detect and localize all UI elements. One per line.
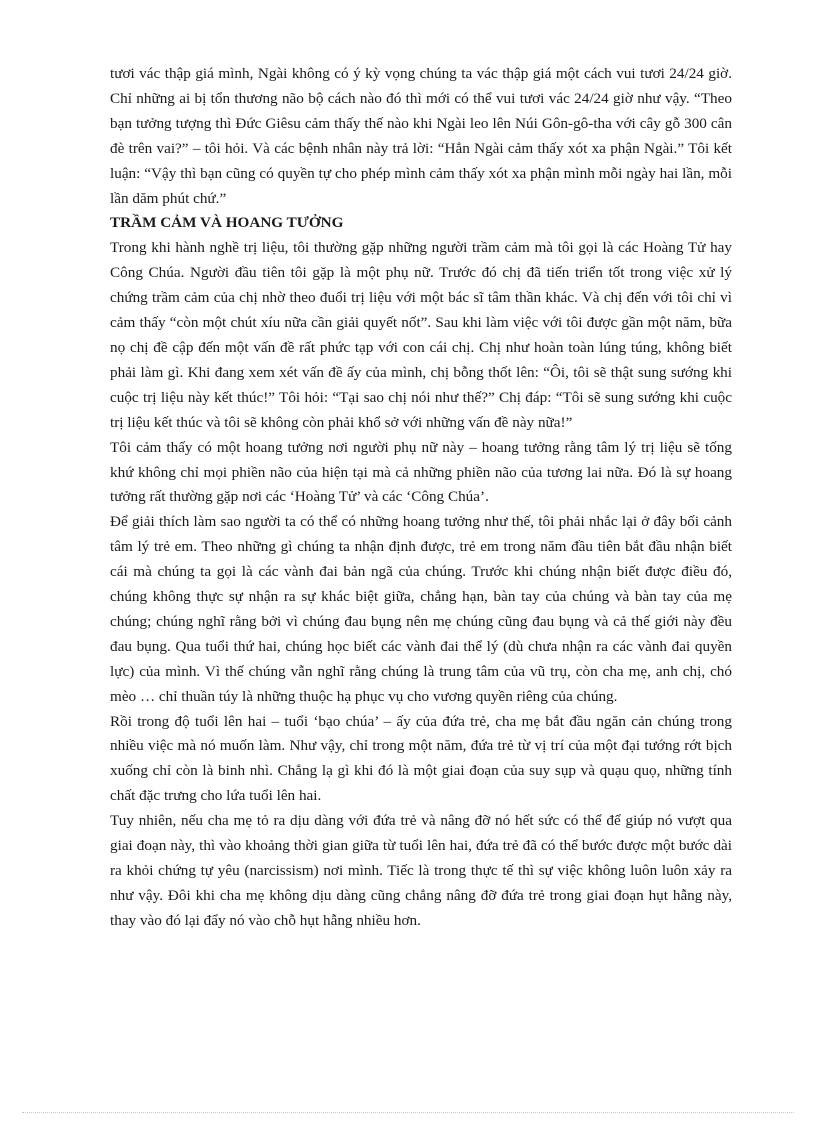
section-heading: TRẦM CẢM VÀ HOANG TƯỞNG xyxy=(110,214,344,232)
document-page xyxy=(110,62,732,934)
page-bottom-divider xyxy=(22,1112,794,1113)
paragraph-princess-story: Trong khi hành nghề trị liệu, tôi thường gặp những người trầm cảm mà tôi gọi là các Hoàng Tử hay Công Chúa. Người đầu tiên tôi gặp là một phụ nữ. Trước đó chị đã tiến triển tốt trong việc xử lý chứng trầm cảm của chị nhờ theo đuổi trị liệu với một bác sĩ tâm thần khác. Và chị đến với tôi chỉ vì cảm thấy “còn một chút xíu nữa cần giải quyết nốt”. Sau khi làm việc với tôi được gần một năm, bữa nọ chị đề cập đến một vấn đề rất phức tạp với con cái chị. Chị như hoàn toàn lúng túng, không biết phải làm gì. Khi đang xem xét vấn đề ấy của mình, chị bỗng thốt lên: “Ôi, tôi sẽ thật sung sướng khi cuộc trị liệu này kết thúc!” Tôi hỏi: “Tại sao chị nói như thế?” Chị đáp: “Tôi sẽ sung sướng khi cuộc trị liệu kết thúc và tôi sẽ không còn phải khổ sở với những vấn đề này nữa!” xyxy=(110,239,732,431)
paragraph-child-psychology: Để giải thích làm sao người ta có thể có những hoang tưởng như thế, tôi phải nhắc lại ở đây bối cảnh tâm lý trẻ em. Theo những gì chúng ta nhận định được, trẻ em trong năm đầu tiên bắt đầu nhận biết cái mà chúng ta gọi là các vành đai bản ngã của chúng. Trước khi chúng nhận biết được điều đó, chúng không thực sự nhận ra sự khác biệt giữa, chẳng hạn, bàn tay của chúng và bàn tay của mẹ chúng; chúng nghĩ rằng bởi vì chúng đau bụng nên mẹ chúng cũng đau bụng và cả thế giới này đều đau bụng. Qua tuổi thứ hai, chúng học biết các vành đai thể lý (dù chưa nhận ra các vành đai quyền lực) của mình. Vì thế chúng vẫn nghĩ rằng chúng là trung tâm của vũ trụ, còn cha mẹ, anh chị, chó mèo … chỉ thuần túy là những thuộc hạ phục vụ cho vương quyền riêng của chúng. xyxy=(110,513,732,705)
paragraph-fantasy: Tôi cảm thấy có một hoang tưởng nơi người phụ nữ này – hoang tưởng rằng tâm lý trị liệu sẽ tống khứ không chỉ mọi phiền não của hiện tại mà cả những phiền não của tương lai nữa. Đó là sự hoang tưởng rất thường gặp nơi các ‘Hoàng Tử’ và các ‘Công Chúa’. xyxy=(110,438,732,506)
paragraph-parents: Tuy nhiên, nếu cha mẹ tỏ ra dịu dàng với đứa trẻ và nâng đỡ nó hết sức có thể để giúp nó vượt qua giai đoạn này, thì vào khoảng thời gian giữa từ tuổi lên hai, đứa trẻ đã có thể bước được một bước dài ra khỏi chứng tự yêu (narcissism) nơi mình. Tiếc là trong thực tế thì sự việc không luôn luôn xảy ra như vậy. Đôi khi cha mẹ không dịu dàng cũng chẳng nâng đỡ đứa trẻ trong giai đoạn hụt hẫng này, thay vào đó lại đẩy nó vào chỗ hụt hẫng nhiều hơn. xyxy=(110,812,732,929)
paragraph-continuation: tươi vác thập giá mình, Ngài không có ý kỳ vọng chúng ta vác thập giá một cách vui tươi 24/24 giờ. Chỉ những ai bị tổn thương não bộ cách nào đó thì mới có thể vui tươi vác 24/24 giờ như vậy. “Theo bạn tưởng tượng thì Đức Giêsu cảm thấy thế nào khi Ngài leo lên Núi Gôn-gô-tha với cây gỗ 300 cân đè trên vai?” – tôi hỏi. Và các bệnh nhân này trả lời: “Hẳn Ngài cảm thấy xót xa phận Ngài.” Tôi kết luận: “Vậy thì bạn cũng có quyền tự cho phép mình cảm thấy xót xa phận mình mỗi ngày hai lần, mỗi lần dăm phút chứ.” xyxy=(110,65,732,207)
paragraph-age-two: Rồi trong độ tuổi lên hai – tuổi ‘bạo chúa’ – ấy của đứa trẻ, cha mẹ bắt đầu ngăn cản chúng trong nhiều việc mà nó muốn làm. Như vậy, chỉ trong một năm, đứa trẻ từ vị trí của một đại tướng rớt bịch xuống chỉ còn là binh nhì. Chẳng lạ gì khi đó là một giai đoạn của suy sụp và quạu quọ, những tính chất đặc trưng cho lứa tuổi lên hai. xyxy=(110,712,732,805)
